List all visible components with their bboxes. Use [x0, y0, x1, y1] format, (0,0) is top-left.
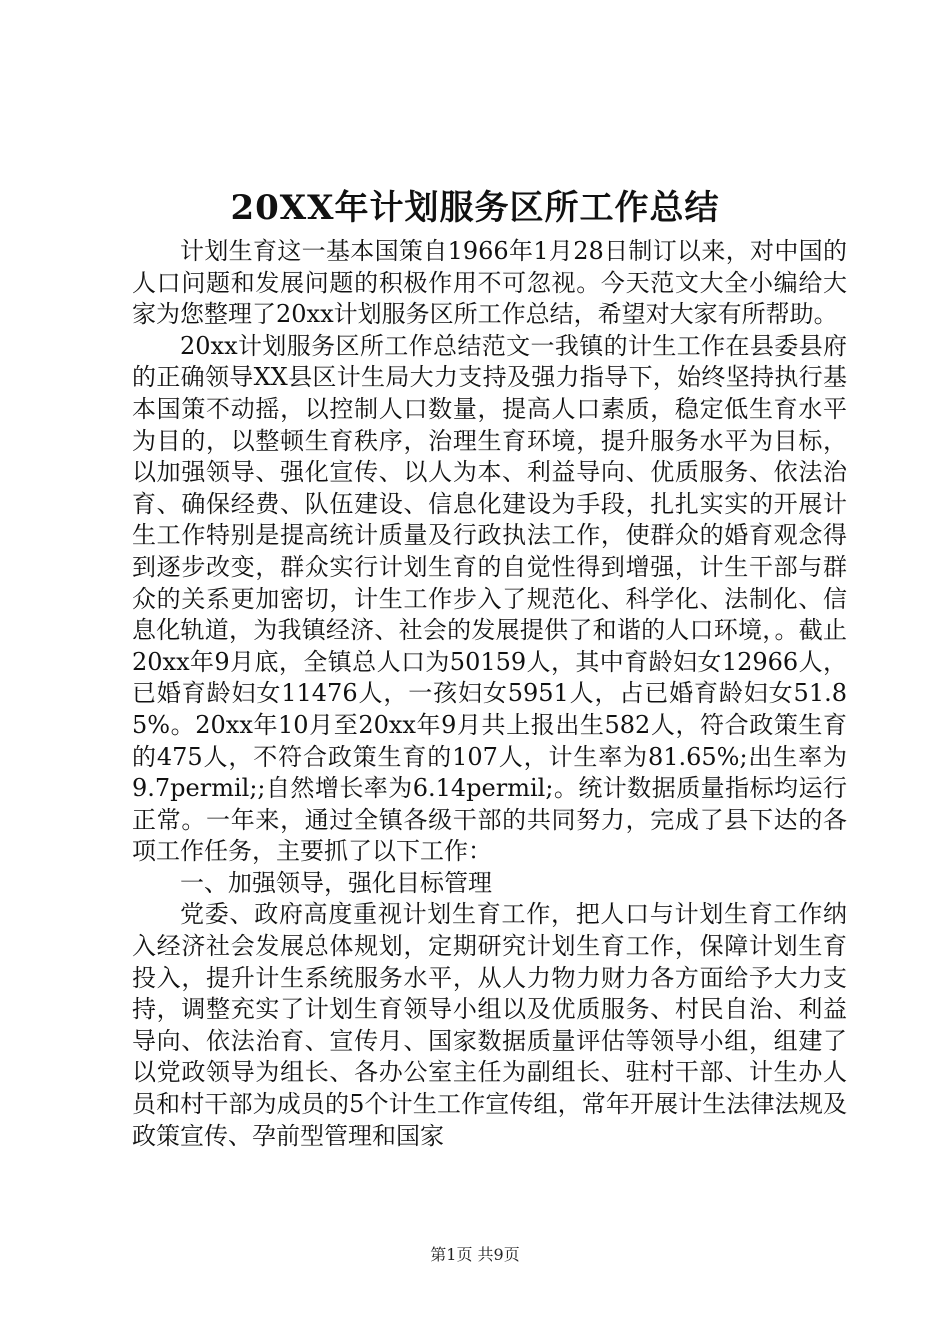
section-heading: 一、加强领导，强化目标管理	[180, 868, 492, 897]
document-body	[132, 236, 847, 1152]
page-number: 第1页 共9页	[430, 1245, 520, 1264]
paragraph-section-one: 党委、政府高度重视计划生育工作，把人口与计划生育工作纳入经济社会发展总体规划，定期研究计划生育工作，保障计划生育投入，提升计生系统服务水平，从人力物力财力各方面给予大力支持，调整充实了计划生育领导小组以及优质服务、村民自治、利益导向、依法治育、宣传月、国家数据质量评估等领导小组，组建了以党政领导为组长、各办公室主任为副组长、驻村干部、计生办人员和村干部为成员的5个计生工作宣传组，常年开展计生法律法规及政策宣传、孕前型管理和国家	[132, 900, 847, 1150]
paragraph-summary: 20xx计划服务区所工作总结范文一我镇的计生工作在县委县府的正确领导XX县区计生局大力支持及强力指导下，始终坚持执行基本国策不动摇，以控制人口数量，提高人口素质，稳定低生育水平为目的，以整顿生育秩序，治理生育环境，提升服务水平为目标，以加强领导、强化宣传、以人为本、利益导向、优质服务、依法治育、确保经费、队伍建设、信息化建设为手段，扎扎实实的开展计生工作特别是提高统计质量及行政执法工作，使群众的婚育观念得到逐步改变，群众实行计划生育的自觉性得到增强，计生干部与群众的关系更加密切，计生工作步入了规范化、科学化、法制化、信息化轨道，为我镇经济、社会的发展提供了和谐的人口环境，。截止20xx年9月底，全镇总人口为50159人，其中育龄妇女12966人，已婚育龄妇女11476人，一孩妇女5951人，占已婚育龄妇女51.85%。20xx年10月至20xx年9月共上报出生582人，符合政策生育的475人，不符合政策生育的107人，计生率为81.65%;出生率为9.7permil;;自然增长率为6.14permil;。统计数据质量指标均运行正常。一年来，通过全镇各级干部的共同努力，完成了县下达的各项工作任务，主要抓了以下工作：	[132, 331, 847, 866]
document-title: 20XX年计划服务区所工作总结	[230, 188, 720, 228]
paragraph-intro: 计划生育这一基本国策自1966年1月28日制订以来，对中国的人口问题和发展问题的积极作用不可忽视。今天范文大全小编给大家为您整理了20xx计划服务区所工作总结，希望对大家有所帮助。	[132, 237, 847, 329]
